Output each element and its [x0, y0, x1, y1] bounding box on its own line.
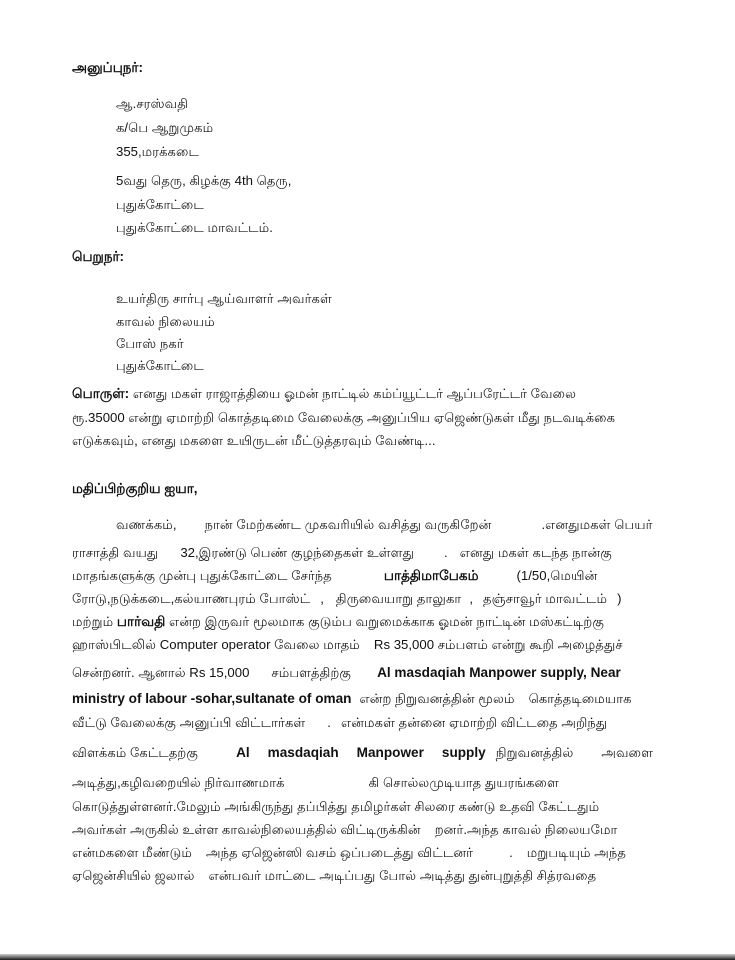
body-text: வீட்டு வேலைக்கு அனுப்பி விட்டார்கள்: [72, 715, 306, 730]
body-text: எனது மகள் கடந்த நான்கு: [459, 545, 612, 560]
body-text: ரோடு,நடுக்கடை,கல்யாணபுரம் போஸ்ட்: [72, 591, 311, 606]
body-line-11: [72, 774, 559, 792]
body-text: ): [617, 591, 622, 606]
body-text: தஞ்சாவூர் மாவட்டம்: [482, 591, 608, 606]
body-line-8: [72, 690, 632, 708]
recipient-area: போஸ் நகர்: [116, 336, 184, 351]
body-line-3: [72, 567, 597, 585]
sender-name: ஆ.சரஸ்வதி: [116, 96, 189, 111]
agent-name-1: பாத்திமாபேகம்: [383, 568, 479, 583]
body-text: .: [327, 715, 331, 730]
body-text: என்ற நிறுவனத்தின் மூலம்: [359, 691, 515, 706]
body-line-7: [72, 664, 621, 682]
company-address: ministry of labour -sohar,sultanate of oman: [72, 691, 352, 706]
body-text: சம்பளத்திற்கு: [271, 665, 352, 680]
body-text: ,: [469, 591, 473, 606]
body-text: என்மகளை மீண்டும்: [72, 845, 192, 860]
body-line-9: [72, 714, 607, 732]
body-line-15: [72, 867, 596, 885]
company-name-word: Al: [236, 745, 250, 760]
body-line-4: [72, 590, 622, 608]
body-line-2: [72, 544, 612, 562]
body-text: நான் மேற்கண்ட முகவரியில் வசித்து வருகிறேன்: [204, 517, 492, 532]
scan-bottom-edge: [0, 954, 735, 960]
subject-line-1: [72, 385, 576, 403]
salutation: மதிப்பிற்குறிய ஐயா,: [72, 481, 198, 496]
recipient-office: காவல் நிலையம்: [116, 314, 215, 329]
body-text: அவர்கள் அருகில் உள்ள காவல்நிலையத்தில் விட்டிருக்கின்: [72, 822, 421, 837]
sender-relation: க/பெ ஆறுமுகம்: [116, 120, 214, 135]
body-text: நிறுவனத்தில்: [495, 745, 574, 760]
body-line-12: கொடுத்துள்ளனர்.மேலும் அங்கிருந்து தப்பித்து தமிழர்கள் சிலரை கண்டு உதவி கேட்டதும்: [72, 799, 600, 814]
body-text: ராசாத்தி வயது: [72, 545, 159, 560]
body-text: (1/50,மெயின்: [516, 568, 598, 583]
body-greeting: வணக்கம்,: [116, 517, 177, 532]
company-name-word: masdaqiah: [267, 745, 339, 760]
recipient-town: புதுக்கோட்டை: [116, 358, 204, 373]
sender-heading: அனுப்புநர்:: [72, 60, 143, 75]
body-text: சென்றனர். ஆனால் Rs 15,000: [72, 665, 250, 680]
agent-name-2: பார்வதி: [116, 614, 166, 629]
body-text: ஹாஸ்பிடலில் Computer operator வேலை மாதம்: [72, 637, 360, 652]
body-text: கொத்தடிமையாக: [528, 691, 632, 706]
body-text: றனர்.அந்த காவல் நிலையமோ: [434, 822, 618, 837]
body-text: அந்த ஏஜென்ஸி வசம் ஒப்படைத்து விட்டனர்: [205, 845, 474, 860]
body-line-6: [72, 636, 623, 654]
subject-text-1: எனது மகள் ராஜாத்தியை ஓமன் நாட்டில் கம்ப்யூட்டர் ஆப்பரேட்டர் வேலை: [132, 386, 577, 401]
body-text: கி சொல்லமுடியாத துயரங்களை: [368, 775, 559, 790]
body-text: 32,இரண்டு பெண் குழந்தைகள் உள்ளது: [180, 545, 415, 560]
recipient-title: உயர்திரு சார்பு ஆய்வாளர் அவர்கள்: [116, 291, 332, 306]
body-line-14: [72, 844, 626, 862]
company-name-word: supply: [441, 745, 486, 760]
subject-line-2: ரூ.35000 என்று ஏமாற்றி கொத்தடிமை வேலைக்கு அனுப்பிய ஏஜெண்டுகள் மீது நடவடிக்கை: [72, 410, 616, 425]
body-text: மாதங்களுக்கு முன்பு புதுக்கோட்டை சேர்ந்த: [72, 568, 332, 583]
body-line-1: [116, 516, 653, 534]
body-text: Rs 35,000 சம்பளம் என்று கூறி அழைத்துச்: [373, 637, 623, 652]
company-name: Al masdaqiah Manpower supply, Near: [377, 665, 621, 680]
body-text: ஏஜென்சியில் ஜலால்: [72, 868, 195, 883]
body-text: .: [444, 545, 448, 560]
body-text: என்பவர் மாட்டை அடிப்பது போல் அடித்து துன்புறுத்தி சித்ரவதை: [208, 868, 597, 883]
body-text: .எனதுமகள் பெயர்: [541, 517, 653, 532]
body-text: மற்றும்: [72, 614, 114, 629]
body-text: அடித்து,கழிவறையில் நிர்வாணமாக்: [72, 775, 285, 790]
body-line-13: [72, 821, 617, 839]
sender-district: புதுக்கோட்டை மாவட்டம்.: [116, 220, 273, 235]
body-text: மறுபடியும் அந்த: [526, 845, 626, 860]
body-text: அவளை: [601, 745, 654, 760]
body-text: என்மகள் தன்னை ஏமாற்றி விட்டதை அறிந்து: [340, 715, 608, 730]
body-line-5: [72, 613, 604, 631]
sender-door-number: 355,மரக்கடை: [116, 144, 199, 159]
sender-town: புதுக்கோட்டை: [116, 197, 204, 212]
body-text: என்ற இருவர் மூலமாக குடும்ப வறுமைக்காக ஓமன் நாட்டின் மஸ்கட்டிற்கு: [169, 614, 604, 629]
body-text: விளக்கம் கேட்டதற்கு: [72, 745, 199, 760]
body-line-10: [72, 744, 653, 762]
recipient-heading: பெறுநர்:: [72, 249, 125, 264]
body-text: .: [509, 845, 513, 860]
sender-street: 5வது தெரு, கிழக்கு 4th தெரு,: [116, 173, 292, 188]
body-text: ,: [320, 591, 324, 606]
subject-line-3: எடுக்கவும், எனது மகளை உயிருடன் மீட்டுத்தரவும் வேண்டி...: [72, 433, 436, 448]
body-text: திருவையாறு தாலுகா: [335, 591, 462, 606]
company-name-word: Manpower: [356, 745, 424, 760]
subject-label: பொருள்:: [72, 386, 130, 401]
